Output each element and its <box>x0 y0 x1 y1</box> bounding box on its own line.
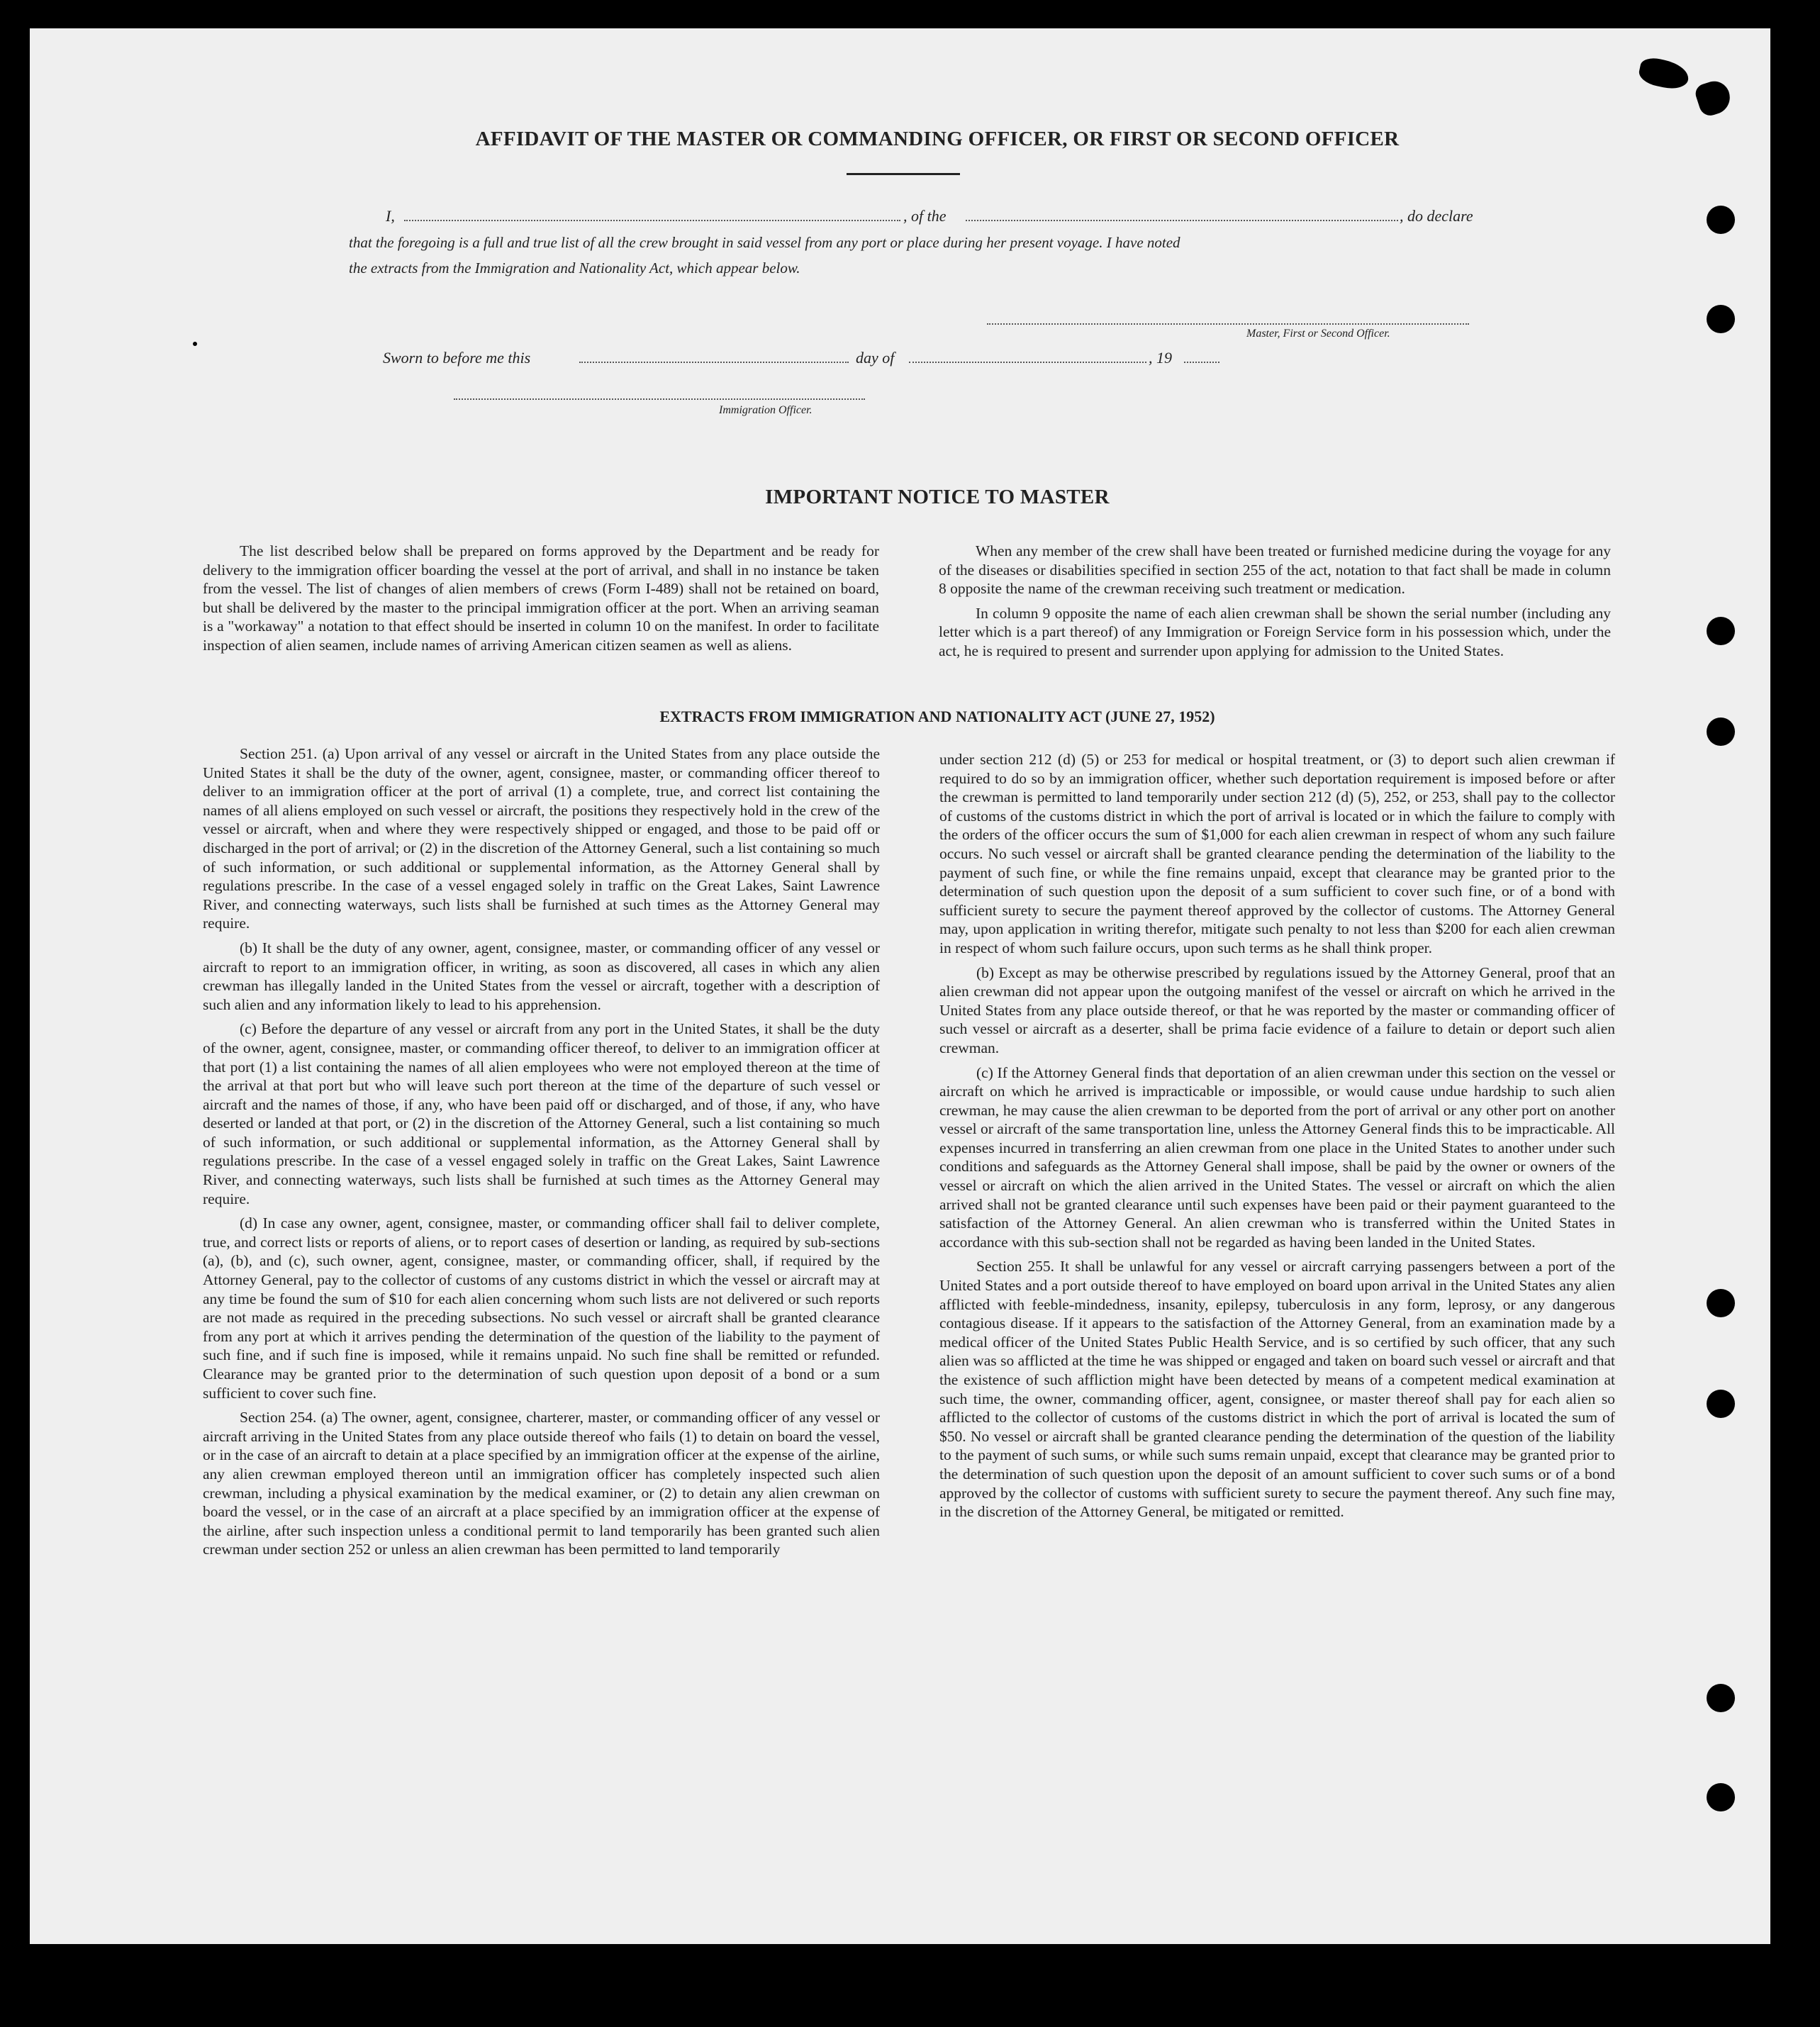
sworn-month-blank[interactable] <box>909 362 1146 363</box>
notice-left-paragraph: The list described below shall be prepared on forms approved by the Department and be ready for delivery to the immigration officer boarding the vessel at the port of arrival, and shall in no instance be taken from the vessel. The list of changes of alien members of crews (Form I-489) shall not be retained on board, but shall be delivered by the master to the principal immigration officer at the port. When an arriving seaman is a "workaway" a notation to that effect should be inserted in column 10 on the manifest. In order to facilitate inspection of alien seamen, include names of arriving American citizen seamen as well as aliens. <box>203 542 879 654</box>
document-page <box>30 28 1770 1944</box>
extracts-title: EXTRACTS FROM IMMIGRATION AND NATIONALITY ACT (JUNE 27, 1952) <box>659 708 1215 725</box>
do-declare-label: , do declare <box>1400 207 1473 225</box>
of-the-label: , of the <box>903 207 947 225</box>
year-prefix: , 19 <box>1149 349 1172 367</box>
binder-hole <box>1707 1783 1735 1811</box>
notice-right-column <box>939 542 1611 666</box>
binder-hole <box>1707 1390 1735 1418</box>
master-signature-line[interactable] <box>987 323 1469 325</box>
sworn-label: Sworn to before me this <box>383 349 531 367</box>
affidavit-title: AFFIDAVIT OF THE MASTER OR COMMANDING OFFICER, OR FIRST OR SECOND OFFICER <box>475 128 1400 150</box>
binder-hole <box>1707 1684 1735 1712</box>
officer-signature-line[interactable] <box>454 398 865 400</box>
section-255: Section 255. It shall be unlawful for any vessel or aircraft carrying passengers between a port of the United States and a port outside thereof to have employed on board upon arrival in the United States any alien afflicted with feeble-mindedness, insanity, epilepsy, tuberculosis in any form, leprosy, or any dangerous contagious disease. If it appears to the satisfaction of the Attorney General, from an examination made by a medical officer of the United States Public Health Service, and is so certified by such officer, that any such alien was so afflicted at the time he was shipped or engaged and taken on board such vessel or aircraft and that the existence of such affliction might have been detected by means of a competent medical examination at such time, the owner, commanding officer, agent, consignee, or master thereof shall pay for each alien so afflicted to the collector of customs of the customs district in which the port of arrival is located the sum of $50. No vessel or aircraft shall be granted clearance pending the determination of the question of the liability to the payment of such sums, or while such sums remain unpaid, except that clearance may be granted prior to the determination of such question upon the deposit of an amount sufficient to cover such sums or of a bond approved by the collector of customs with sufficient surety to secure the payment thereof. Any such fine may, in the discretion of the Attorney General, be mitigated or remitted. <box>939 1258 1615 1521</box>
extracts-right-column <box>939 750 1615 1527</box>
notice-title: IMPORTANT NOTICE TO MASTER <box>765 486 1110 508</box>
notice-right-paragraph-2: In column 9 opposite the name of each alien crewman shall be shown the serial number (including any letter which is a part thereof) of any Immigration or Foreign Service form in his possession which, under the act, he is required to present and surrender upon applying for admission to the United States. <box>939 604 1611 659</box>
section-254-a-continued: under section 212 (d) (5) or 253 for medical or hospital treatment, or (3) to deport such alien crewman if required to do so by an immigration officer, whether such deportation requirement is imposed before or after the crewman is permitted to land temporarily under section 212 (d) (5), 252, or 253, shall pay to the collector of customs of the customs district in which the port of arrival is located or in which the failure to comply with the orders of the officer occurs the sum of $1,000 for each alien crewman in respect of whom any such failure occurs. No such vessel or aircraft shall be granted clearance pending the determination of the liability to the payment of such fine, or while the fine remains unpaid, except that clearance may be granted prior to the determination of such question upon the deposit of a sum sufficient to cover such fine, or of a bond with sufficient surety to secure the payment thereof approved by the collector of customs. The Attorney General may, upon application in writing therefor, mitigate such penalty to not less than $200 for each alien crewman in respect of whom such failure occurs, upon such terms as he shall think proper. <box>939 751 1615 956</box>
section-254-a: Section 254. (a) The owner, agent, consignee, charterer, master, or commanding officer of any vessel or aircraft arriving in the United States from any place outside thereof who fails (1) to detain on board the vessel, or in the case of an aircraft to detain at a place specified by an immigration officer at the expense of the airline, any alien crewman employed thereon until an immigration officer has completely inspected such alien crewman, including a physical examination by the medical examiner, or (2) to detain any alien crewman on board the vessel, or in the case of an aircraft at a place specified by an immigration officer at the expense of the airline, after such inspection unless a conditional permit to land temporarily has been granted such alien crewman under section 252 or unless an alien crewman has been permitted to land temporarily <box>203 1409 880 1558</box>
notice-right-paragraph-1: When any member of the crew shall have been treated or furnished medicine during the voyage for any of the diseases or disabilities specified in section 255 of the act, notation to that fact shall be made in column 8 opposite the name of the crewman receiving such treatment or medication. <box>939 542 1611 598</box>
year-blank[interactable] <box>1184 362 1219 363</box>
ink-smudge <box>1637 55 1691 92</box>
section-251-a: Section 251. (a) Upon arrival of any vessel or aircraft in the United States from any place outside the United States it shall be the duty of the owner, agent, consignee, master, or commanding officer thereof to deliver to an immigration officer at the port of arrival (1) a complete, true, and correct list containing the names of all aliens employed on such vessel or aircraft, the positions they respectively hold in the crew of the vessel or aircraft, when and where they were respectively shipped or engaged, and those to be paid off or discharged in the port of arrival; or (2) in the discretion of the Attorney General, such a list containing so much of such information, or such additional or supplemental information, as the Attorney General shall by regulations prescribe. In the case of a vessel engaged solely in traffic on the Great Lakes, Saint Lawrence River, and connecting waterways, such lists shall be furnished at such times as the Attorney General may require. <box>203 745 880 932</box>
section-251-b: (b) It shall be the duty of any owner, agent, consignee, master, or commanding officer of any vessel or aircraft to report to an immigration officer, in writing, as soon as discovered, all cases in which any alien crewman has illegally landed in the United States from the vessel or aircraft, together with a description of such alien and any information likely to lead to his apprehension. <box>203 939 880 1013</box>
section-254-c: (c) If the Attorney General finds that deportation of an alien crewman under this section on the vessel or aircraft on which he arrived is impracticable or impossible, or would cause undue hardship to such alien crewman, he may cause the alien crewman to be deported from the port of arrival or any other port on another vessel or aircraft of the same transportation line, unless the Attorney General finds this to be impracticable. All expenses incurred in transferring an alien crewman from one place in the United States to another under such conditions and safeguards as the Attorney General shall impose, shall be paid by the owner or owners of the vessel or aircraft on which the alien arrived in the United States. The vessel or aircraft on which the alien arrived shall not be granted clearance until such expenses have been paid or their payment guaranteed to the satisfaction of the Attorney General. An alien crewman who is transferred within the United States in accordance with this sub-section shall not be regarded as having been landed in the United States. <box>939 1063 1615 1251</box>
sworn-day-blank[interactable] <box>579 362 849 363</box>
ink-smudge <box>1693 77 1734 118</box>
section-251-c: (c) Before the departure of any vessel or aircraft from any port in the United States, it shall be the duty of the owner, agent, consignee, master, or commanding officer thereof, to deliver to an immigration officer at that port (1) a list containing the names of all alien employees who were not employed thereon at the time of the arrival at that port but who will leave such port thereon at the time of the departure of such vessel or aircraft and the names of those, if any, who have been paid off or discharged, and of those, if any, who have deserted or landed at that port, or (2) in the discretion of the Attorney General, such a list containing so much of such information, or such additional or supplemental information, as the Attorney General shall by regulations prescribe. In the case of a vessel engaged solely in traffic on the Great Lakes, Saint Lawrence River, and connecting waterways, such lists shall be furnished at such times as the Attorney General may require. <box>203 1020 880 1207</box>
binder-hole <box>1707 1289 1735 1317</box>
binder-hole <box>1707 717 1735 746</box>
extracts-left-column <box>203 744 880 1565</box>
vessel-blank[interactable] <box>966 220 1398 221</box>
master-signature-caption: Master, First or Second Officer. <box>1246 328 1390 340</box>
binder-hole <box>1707 305 1735 333</box>
day-of-label: day of <box>856 349 895 367</box>
officer-signature-caption: Immigration Officer. <box>719 404 813 416</box>
notice-left-column <box>203 542 879 661</box>
binder-hole <box>1707 206 1735 234</box>
declaration-line-2: the extracts from the Immigration and Nationality Act, which appear below. <box>349 259 800 277</box>
section-251-d: (d) In case any owner, agent, consignee, master, or commanding officer shall fail to deliver complete, true, and correct lists or reports of aliens, or to report cases of desertion or landing, as required by sub-sections (a), (b), and (c), such owner, agent, consignee, master, or commanding officer, shall, if required by the Attorney General, pay to the collector of customs of any customs district in which the vessel or aircraft may at any time be found the sum of $10 for each alien concerning whom such lists are not delivered or such reports are not made as required in the preceding subsections. No such vessel or aircraft shall be granted clearance from any port at which it arrives pending the determination of the question of the liability to the payment of such fine, and if such fine is imposed, while it remains unpaid. No such fine shall be remitted or refunded. Clearance may be granted prior to the determination of such question upon deposit of a bond or a sum sufficient to cover such fine. <box>203 1214 880 1402</box>
ink-speck <box>193 342 197 346</box>
declaration-line-1: that the foregoing is a full and true list of all the crew brought in said vessel from any port or place during her present voyage. I have noted <box>349 234 1180 251</box>
binder-hole <box>1707 617 1735 645</box>
section-254-b: (b) Except as may be otherwise prescribed by regulations issued by the Attorney General, proof that an alien crewman did not appear upon the outgoing manifest of the vessel or aircraft on which he arrived in the United States from any place outside thereof, or that he was reported by the master or commanding officer of such vessel or aircraft as a deserter, shall be prima facie evidence of a failure to detain or deport such alien crewman. <box>939 964 1615 1056</box>
i-label: I, <box>386 207 395 225</box>
title-underline <box>847 173 960 175</box>
name-blank[interactable] <box>404 220 900 221</box>
